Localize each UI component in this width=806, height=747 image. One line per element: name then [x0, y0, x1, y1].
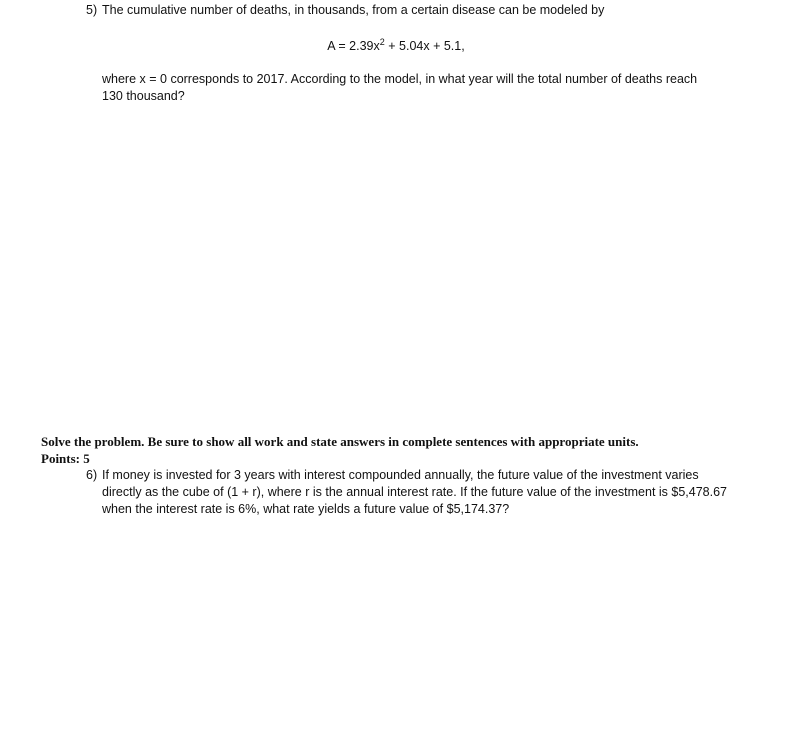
question-5-intro-text: The cumulative number of deaths, in thousands, from a certain disease can be modeled by [102, 3, 605, 17]
points-label: Points: 5 [41, 451, 90, 466]
formula-exponent: 2 [379, 37, 385, 47]
question-6-body [102, 484, 782, 518]
question-6-line-2: directly as the cube of (1 + r), where r is the annual interest rate. If the future value of the investment is $5,478.67 [102, 485, 727, 499]
question-5-body-line-2: 130 thousand? [102, 89, 185, 103]
question-5-body [102, 71, 742, 105]
question-6-line-1 [86, 467, 786, 484]
instructions-text: Solve the problem. Be sure to show all work and state answers in complete sentences with appropriate units. [41, 434, 639, 449]
question-5-number: 5) [86, 3, 98, 17]
formula-rhs: + 5.04x + 5.1, [384, 39, 465, 53]
question-6-number: 6) [86, 468, 98, 482]
formula-lhs: A = 2.39x [327, 39, 380, 53]
question-6-line-3: when the interest rate is 6%, what rate yields a future value of $5,174.37? [102, 502, 510, 516]
formula [0, 38, 792, 55]
question-6-line-1-text: If money is invested for 3 years with interest compounded annually, the future value of the investment varies [102, 468, 699, 482]
question-5-body-line-1: where x = 0 corresponds to 2017. According to the model, in what year will the total number of deaths reach [102, 72, 698, 86]
question-5-intro [86, 2, 786, 19]
